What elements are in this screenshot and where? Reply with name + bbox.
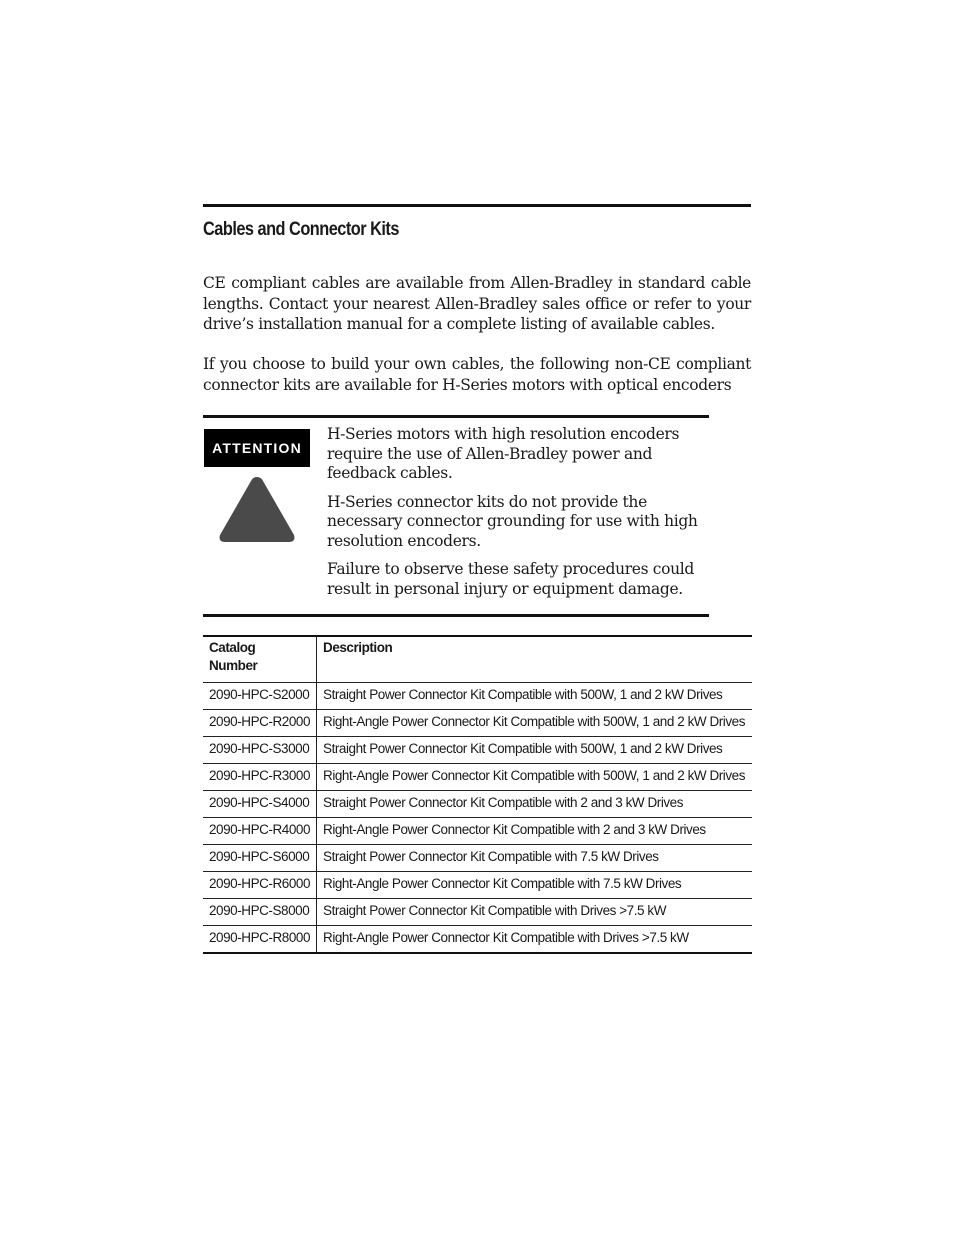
table-header-row bbox=[203, 636, 752, 683]
table-row bbox=[203, 845, 752, 872]
table-row bbox=[203, 926, 752, 954]
attention-message: H-Series connector kits do not provide the necessary connector grounding for use with high resolution encoders. bbox=[327, 492, 698, 550]
description-cell: Right-Angle Power Connector Kit Compatible with 500W, 1 and 2 kW Drives bbox=[317, 764, 752, 791]
catalog-number-cell: 2090-HPC-S6000 bbox=[203, 845, 317, 872]
catalog-number-cell: 2090-HPC-R2000 bbox=[203, 710, 317, 737]
catalog-number-cell: 2090-HPC-R3000 bbox=[203, 764, 317, 791]
table-row bbox=[203, 818, 752, 845]
description-cell: Straight Power Connector Kit Compatible with Drives >7.5 kW bbox=[317, 899, 752, 926]
table-row bbox=[203, 791, 752, 818]
description-cell: Straight Power Connector Kit Compatible with 7.5 kW Drives bbox=[317, 845, 752, 872]
description-cell: Right-Angle Power Connector Kit Compatible with 7.5 kW Drives bbox=[317, 872, 752, 899]
table-row bbox=[203, 683, 752, 710]
table-row bbox=[203, 764, 752, 791]
warning-triangle-icon bbox=[217, 473, 297, 545]
attention-badge: ATTENTION bbox=[204, 429, 310, 467]
attention-top-rule bbox=[203, 415, 709, 418]
description-cell: Straight Power Connector Kit Compatible with 2 and 3 kW Drives bbox=[317, 791, 752, 818]
column-header-description: Description bbox=[317, 636, 752, 683]
description-cell: Straight Power Connector Kit Compatible with 500W, 1 and 2 kW Drives bbox=[317, 683, 752, 710]
table-row bbox=[203, 872, 752, 899]
attention-bottom-rule bbox=[203, 614, 709, 617]
table-row bbox=[203, 737, 752, 764]
catalog-number-cell: 2090-HPC-R4000 bbox=[203, 818, 317, 845]
attention-message: Failure to observe these safety procedures could result in personal injury or equipment damage. bbox=[327, 560, 694, 598]
attention-messages bbox=[327, 425, 709, 608]
section-title: Cables and Connector Kits bbox=[203, 219, 399, 240]
connector-kit-table bbox=[203, 635, 752, 954]
intro-paragraph: CE compliant cables are available from Allen-Bradley in standard cable lengths. Contact your nearest Allen-Bradley sales office or refer to your drive’s installation manual for a complete listing of available cables. bbox=[203, 274, 751, 333]
table-row bbox=[203, 710, 752, 737]
description-cell: Right-Angle Power Connector Kit Compatible with 500W, 1 and 2 kW Drives bbox=[317, 710, 752, 737]
column-header-label: Catalog Number bbox=[209, 640, 258, 673]
description-cell: Straight Power Connector Kit Compatible with 500W, 1 and 2 kW Drives bbox=[317, 737, 752, 764]
catalog-number-cell: 2090-HPC-S8000 bbox=[203, 899, 317, 926]
column-header-catalog-number bbox=[203, 636, 317, 683]
attention-block bbox=[203, 415, 709, 617]
catalog-number-cell: 2090-HPC-S2000 bbox=[203, 683, 317, 710]
catalog-number-cell: 2090-HPC-S4000 bbox=[203, 791, 317, 818]
section-top-rule bbox=[203, 204, 751, 207]
description-cell: Right-Angle Power Connector Kit Compatible with Drives >7.5 kW bbox=[317, 926, 752, 954]
table-row bbox=[203, 899, 752, 926]
connector-kits-paragraph: If you choose to build your own cables, the following non-CE compliant connector kits are available for H-Series motors with optical encoders bbox=[203, 355, 751, 394]
catalog-number-cell: 2090-HPC-R6000 bbox=[203, 872, 317, 899]
catalog-number-cell: 2090-HPC-R8000 bbox=[203, 926, 317, 954]
attention-message: H-Series motors with high resolution encoders require the use of Allen-Bradley power and feedback cables. bbox=[327, 425, 680, 482]
catalog-number-cell: 2090-HPC-S3000 bbox=[203, 737, 317, 764]
description-cell: Right-Angle Power Connector Kit Compatible with 2 and 3 kW Drives bbox=[317, 818, 752, 845]
